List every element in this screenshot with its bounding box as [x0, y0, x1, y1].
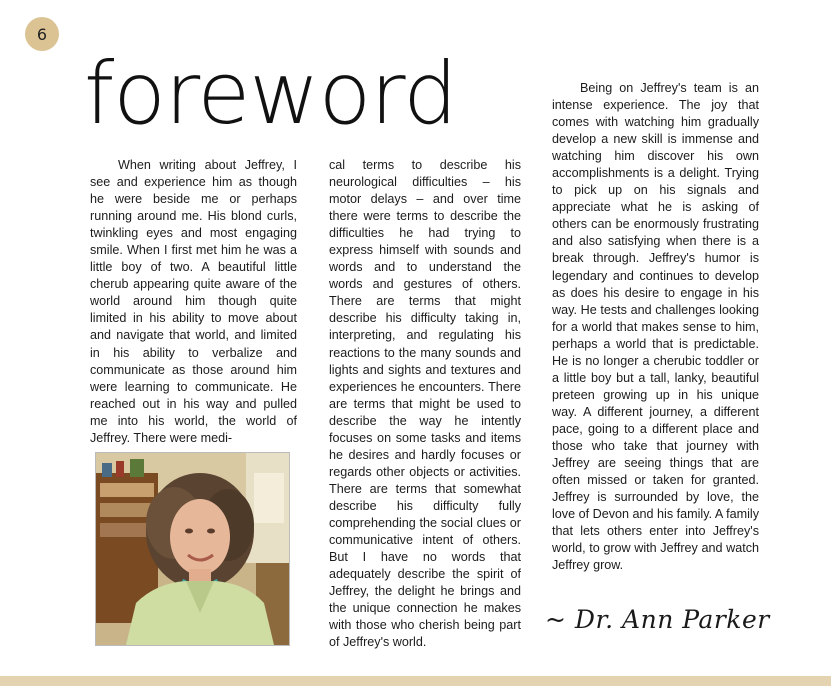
- author-photo: [96, 453, 289, 645]
- body-column-1: When writing about Jeffrey, I see and experience him as though he were beside me or perhaps running around me. His blond curls, twinkling eyes and most engaging smile. When I first met him he was a little boy of two. A beautiful little cherub appearing quite aware of the world around him though quite limited in his ability to move about and navigate that world, and limited in his ability to verbalize and communicate as those around him were learning to communicate. He reached out in his way and pulled me into his world, the world of Jeffrey. There were medi-: [90, 158, 297, 445]
- body-column-3: Being on Jeffrey's team is an intense experience. The joy that comes with watching him gradually develop a new skill is immense and watching him discover his own accomplishments is a delight. Trying to pick up on his signals and appreciate what he is asking of others can be enormously frustrating and also satisfying when there is a break through. Jeffrey's humor is legendary and continues to develop as does his desire to engage in his way. He tests and challenges looking for a world that makes sense to him, perhaps a world that is predictable. He is no longer a cherubic toddler or a little boy but a tall, lanky, beautiful preteen growing up in his unique way. A different journey, a different pace, going to a different place and those who take that journey with Jeffrey are seeing things that are often missed or taken for granted. Jeffrey is surrounded by love, the love of Devon and his family. A family that lets others enter into Jeffrey's world, to grow with Jeffrey and watch Jeffrey grow.: [552, 81, 759, 573]
- author-signature: ~ Dr. Ann Parker: [545, 605, 770, 634]
- footer-rule: [0, 676, 831, 686]
- page-number-badge: [25, 17, 59, 51]
- page-title: foreword: [84, 44, 457, 144]
- body-column-2: cal terms to describe his neurological difficulties – his motor delays – and over time there were terms to describe the difficulties he had trying to express himself with sounds and words and to understand the words and gestures of others. There are terms that might describe his difficulty taking in, interpreting, and regulating his reactions to the many sounds and lights and sights and textures and experiences he encounters. There are terms that might be used to describe the way he intently focuses on some tasks and items he desires and hardly focuses or regards other objects or activities. There are terms that somewhat describe his difficulty fully comprehending the social clues or communicative intent of others. But I have no words that adequately describe the spirit of Jeffrey, the delight he brings and the unique connection he makes with those who cherish being part of Jeffrey's world.: [329, 158, 521, 650]
- page-number: 6: [36, 24, 48, 44]
